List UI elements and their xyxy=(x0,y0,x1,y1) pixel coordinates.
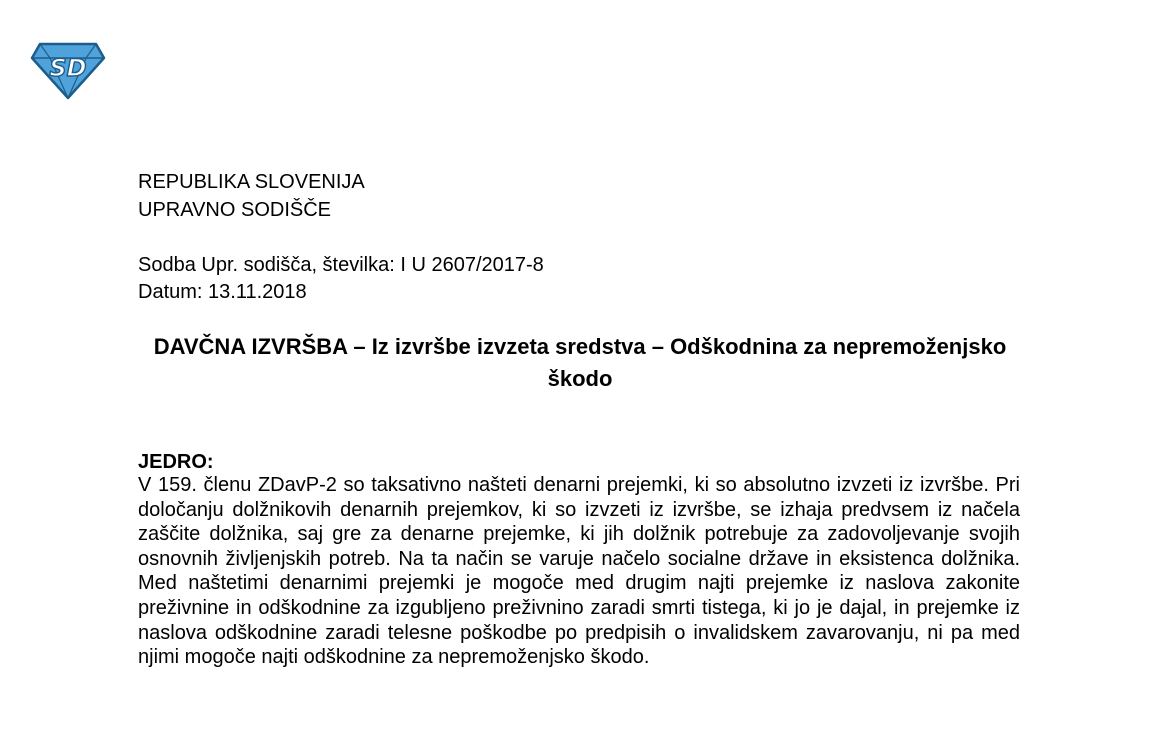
judgment-number: Sodba Upr. sodišča, številka: I U 2607/2017-8 xyxy=(138,254,544,276)
jedro-text: V 159. členu ZDavP-2 so taksativno našteti denarni prejemki, ki so absolutno izvzeti iz izvršbe. Pri določanju dolžnikovih denarnih prejemkov, ki so izvzeti iz izvršbe, se izhaja predvsem iz načela zaščite dolžnika, saj gre za denarne prejemke, ki jih dolžnik potrebuje za zadovoljevanje svojih osnovnih življenjskih potreb. Na ta način se varuje načelo socialne države in eksistenca dolžnika. Med naštetimi denarnimi prejemki je mogoče med drugim najti prejemke iz naslova zakonite preživnine in odškodnine za izgubljeno preživnino zaradi smrti tistega, ki jo je dajal, in prejemke iz naslova odškodnine zaradi telesne poškodbe po predpisih o invalidskem zavarovanju, ni pa med njimi mogoče najti odškodnine za nepremoženjsko škodo. xyxy=(138,474,1020,669)
logo-letters: SD xyxy=(49,54,87,82)
court-name: UPRAVNO SODIŠČE xyxy=(138,199,331,221)
judgment-date: Datum: 13.11.2018 xyxy=(138,281,307,303)
document-title: DAVČNA IZVRŠBA – Iz izvršbe izvzeta sredstva – Odškodnina za nepremoženjsko škodo xyxy=(153,334,1007,391)
jedro-label: JEDRO: xyxy=(138,451,214,473)
court-logo-icon xyxy=(30,38,106,100)
country-name: REPUBLIKA SLOVENIJA xyxy=(138,171,365,193)
